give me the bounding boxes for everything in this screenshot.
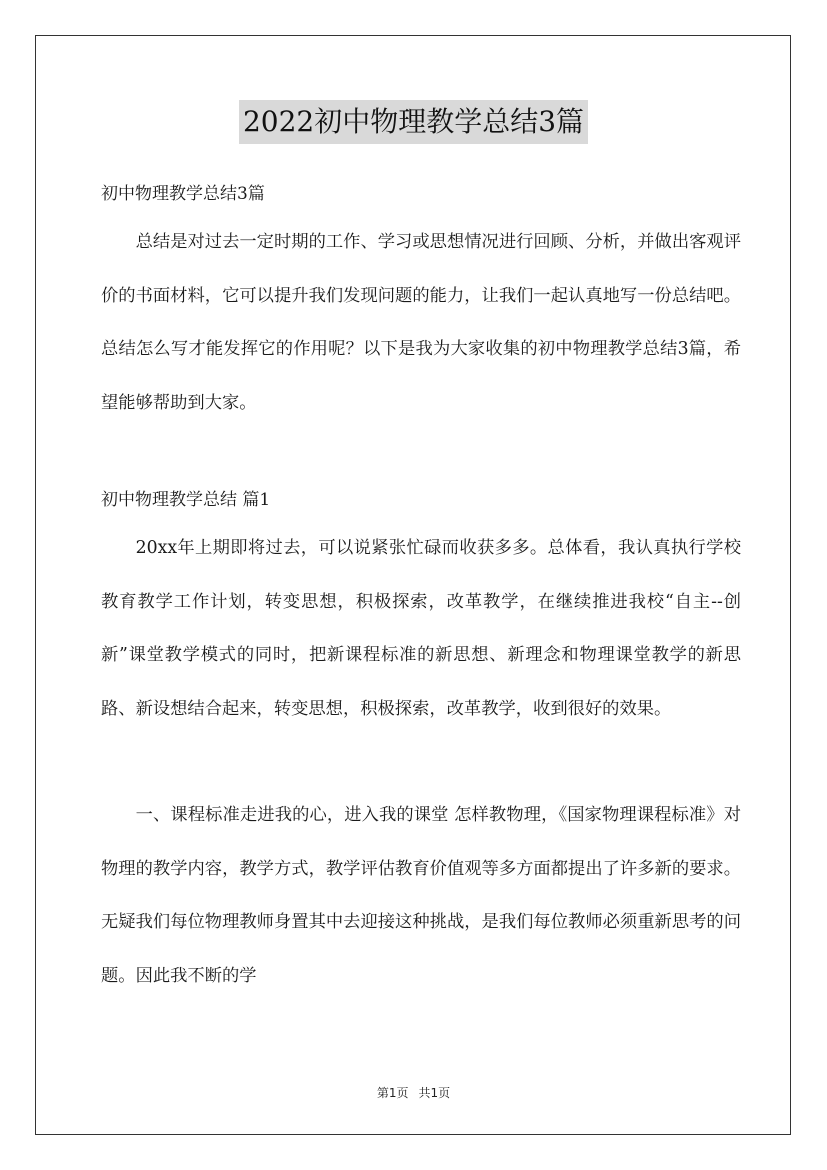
section-heading: 初中物理教学总结 篇1 — [101, 490, 271, 510]
intro-paragraph: 总结是对过去一定时期的工作、学习或思想情况进行回顾、分析，并做出客观评价的书面材料，它可以提升我们发现问题的能力，让我们一起认真地写一份总结吧。总结怎么写才能发挥它的作用呢？以下是我为大家收集的初中物理教学总结3篇，希望能够帮助到大家。 — [101, 232, 741, 413]
page-total: 共1页 — [418, 1086, 451, 1100]
title-container — [0, 100, 827, 144]
section-paragraph-2: 一、课程标准走进我的心，进入我的课堂 怎样教物理，《国家物理课程标准》对物理的教学内容，教学方式，教学评估教育价值观等多方面都提出了许多新的要求。无疑我们每位物理教师身置其中去迎接这种挑战，是我们每位教师必须重新思考的问题。因此我不断的学 — [101, 805, 741, 986]
section-spacer — [101, 430, 741, 478]
document-title: 2022初中物理教学总结3篇 — [239, 100, 588, 144]
document-subtitle: 初中物理教学总结3篇 — [101, 184, 265, 204]
document-body — [101, 172, 741, 1003]
page-footer — [0, 1084, 827, 1102]
section-paragraph-1: 20xx年上期即将过去，可以说紧张忙碌而收获多多。总体看，我认真执行学校教育教学工作计划，转变思想，积极探索，改革教学，在继续推进我校“自主--创新”课堂教学模式的同时，把新课程标准的新思想、新理念和物理课堂教学的新思路、新设想结合起来，转变思想，积极探索，改革教学，收到很好的效果。 — [101, 538, 741, 719]
page-number: 第1页 — [376, 1086, 409, 1100]
